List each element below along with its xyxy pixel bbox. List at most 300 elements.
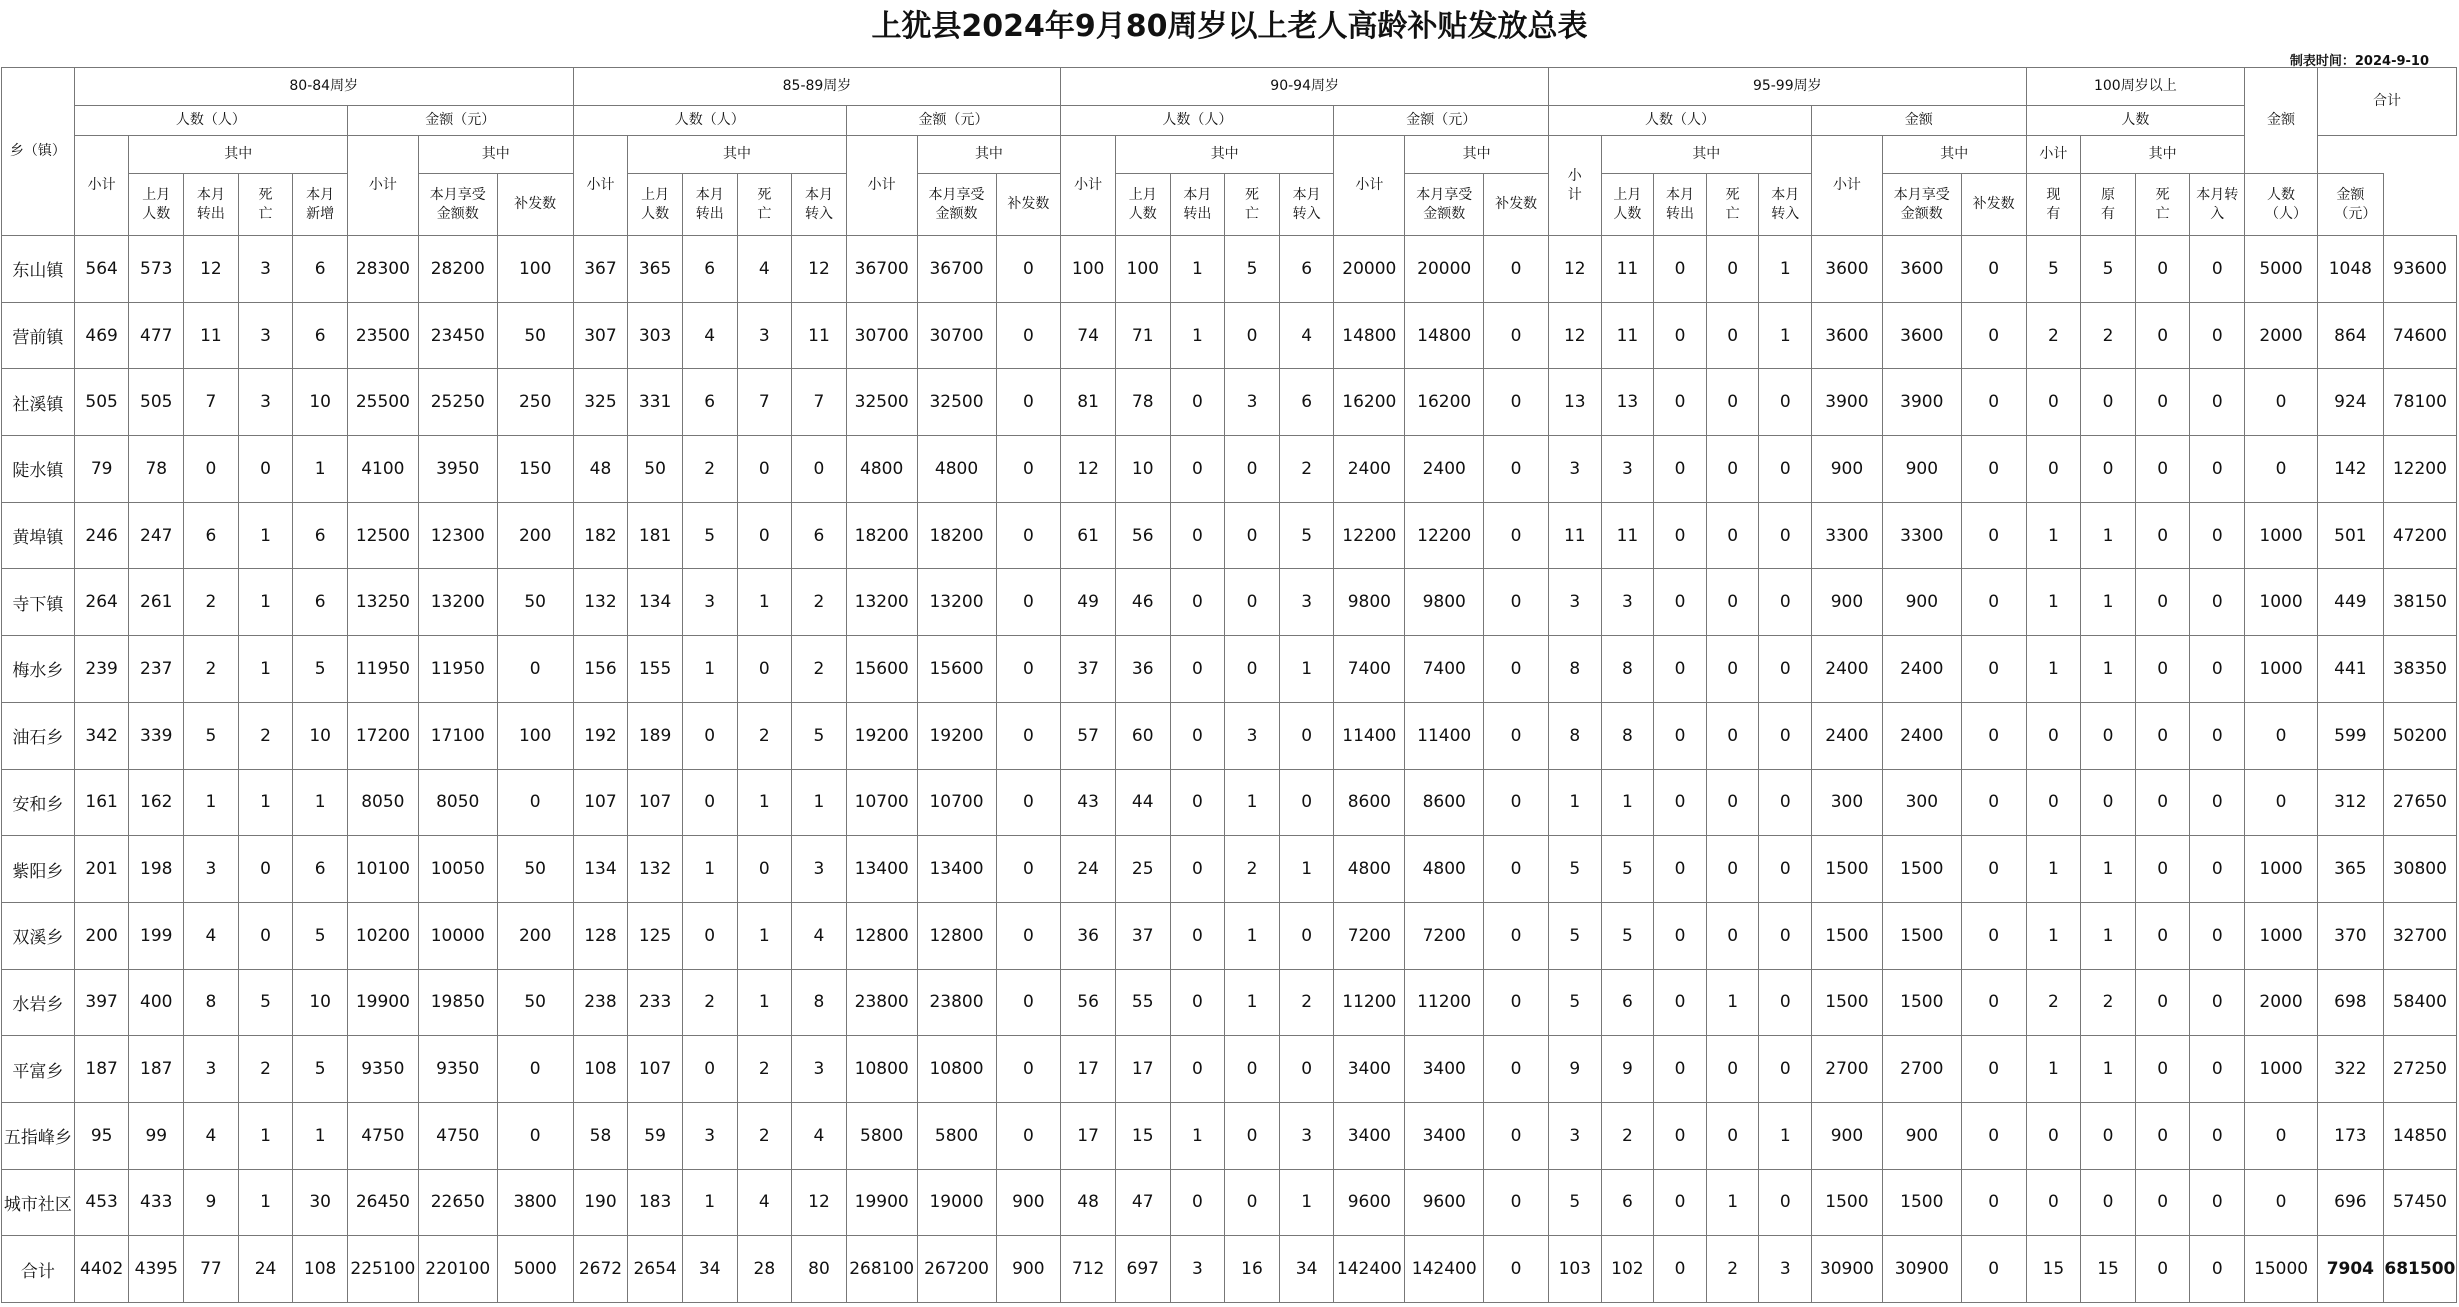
table-cell: 200: [497, 502, 573, 569]
table-cell: 0: [1225, 636, 1280, 703]
table-cell: 2700: [1882, 1036, 1961, 1103]
table-cell: 0: [996, 1102, 1061, 1169]
table-cell: 0: [238, 902, 293, 969]
table-cell: 1000: [2245, 502, 2318, 569]
table-cell: 50: [497, 836, 573, 903]
table-cell: 0: [1170, 436, 1225, 503]
table-cell: 1: [2026, 1036, 2081, 1103]
table-cell: 4: [737, 1169, 792, 1236]
table-cell: 5: [2081, 236, 2136, 303]
table-cell: 11200: [1334, 969, 1405, 1036]
table-cell: 30: [293, 1169, 348, 1236]
table-cell: 2: [682, 436, 737, 503]
table-cell: 0: [1484, 369, 1549, 436]
table-cell: 1500: [1812, 969, 1883, 1036]
table-cell: 0: [1961, 769, 2026, 836]
table-cell: 50: [497, 969, 573, 1036]
table-cell: 2: [737, 1102, 792, 1169]
table-cell: 12500: [347, 502, 418, 569]
table-cell: 57450: [2383, 1169, 2456, 1236]
table-cell: 3900: [1882, 369, 1961, 436]
g4-col-month-amount: 本月享受金额数: [1882, 174, 1961, 236]
table-cell: 2: [792, 569, 847, 636]
g4-subtotal: 小计: [1548, 136, 1601, 236]
table-cell: 0: [1759, 1169, 1812, 1236]
table-cell: 2: [1279, 436, 1334, 503]
table-cell: 0: [996, 702, 1061, 769]
table-cell: 12200: [2383, 436, 2456, 503]
table-cell: 0: [2135, 902, 2190, 969]
table-cell: 2: [2081, 969, 2136, 1036]
table-cell: 2: [737, 702, 792, 769]
table-cell: 1: [1225, 902, 1280, 969]
table-cell: 30900: [1882, 1236, 1961, 1303]
table-cell: 3: [238, 302, 293, 369]
table-cell: 6: [293, 836, 348, 903]
town-name-cell: 陡水镇: [2, 436, 75, 503]
table-cell: 0: [2026, 702, 2081, 769]
g1-col-out: 本月转出: [184, 174, 239, 236]
table-cell: 1500: [1882, 836, 1961, 903]
table-cell: 0: [1706, 1102, 1759, 1169]
table-cell: 78100: [2383, 369, 2456, 436]
table-cell: 6: [792, 502, 847, 569]
group-95-99-title: 95-99周岁: [1548, 68, 2026, 106]
g4-col-backpay: 补发数: [1961, 174, 2026, 236]
table-cell: 0: [1279, 902, 1334, 969]
table-cell: 2: [1706, 1236, 1759, 1303]
table-cell: 1: [2081, 1036, 2136, 1103]
table-cell: 9: [1601, 1036, 1654, 1103]
table-cell: 55: [1115, 969, 1170, 1036]
table-cell: 2400: [1334, 436, 1405, 503]
table-cell: 0: [682, 702, 737, 769]
table-cell: 246: [74, 502, 129, 569]
table-cell: 200: [74, 902, 129, 969]
table-cell: 11: [1601, 236, 1654, 303]
g4-col-last-month: 上月人数: [1601, 174, 1654, 236]
table-cell: 924: [2317, 369, 2383, 436]
table-cell: 0: [2081, 436, 2136, 503]
table-cell: 5: [1601, 836, 1654, 903]
table-cell: 0: [2081, 369, 2136, 436]
table-cell: 17: [1061, 1102, 1116, 1169]
table-cell: 134: [573, 836, 628, 903]
table-cell: 1: [2081, 502, 2136, 569]
table-cell: 0: [2135, 1102, 2190, 1169]
table-cell: 0: [996, 569, 1061, 636]
table-cell: 9600: [1405, 1169, 1484, 1236]
table-cell: 46: [1115, 569, 1170, 636]
table-cell: 74: [1061, 302, 1116, 369]
table-cell: 0: [1170, 702, 1225, 769]
table-cell: 8: [1548, 702, 1601, 769]
table-cell: 0: [1706, 636, 1759, 703]
table-cell: 4100: [347, 436, 418, 503]
table-cell: 0: [1706, 236, 1759, 303]
table-cell: 8600: [1405, 769, 1484, 836]
table-cell: 3: [1225, 702, 1280, 769]
table-cell: 0: [1225, 302, 1280, 369]
table-cell: 2672: [573, 1236, 628, 1303]
table-cell: 10700: [846, 769, 917, 836]
table-cell: 1: [737, 769, 792, 836]
table-cell: 17: [1115, 1036, 1170, 1103]
table-cell: 3400: [1334, 1102, 1405, 1169]
table-cell: 0: [1484, 902, 1549, 969]
table-cell: 1500: [1812, 1169, 1883, 1236]
table-cell: 6: [1279, 236, 1334, 303]
table-cell: 142400: [1405, 1236, 1484, 1303]
table-cell: 8: [1548, 636, 1601, 703]
g1-amount-subtotal: 小计: [347, 136, 418, 236]
g3-count-header: 人数（人）: [1061, 106, 1334, 136]
table-cell: 2: [2081, 302, 2136, 369]
table-cell: 0: [1170, 902, 1225, 969]
table-cell: 2: [238, 1036, 293, 1103]
table-cell: 11950: [418, 636, 497, 703]
g3-col-backpay: 补发数: [1484, 174, 1549, 236]
table-cell: 28300: [347, 236, 418, 303]
table-cell: 0: [2245, 769, 2318, 836]
table-cell: 0: [1484, 1169, 1549, 1236]
table-cell: 108: [293, 1236, 348, 1303]
table-cell: 331: [628, 369, 683, 436]
table-cell: 9600: [1334, 1169, 1405, 1236]
table-cell: 2: [682, 969, 737, 1036]
table-cell: 1: [737, 969, 792, 1036]
table-cell: 220100: [418, 1236, 497, 1303]
table-row: [2, 436, 2457, 503]
g5-col-current: 现有: [2026, 174, 2081, 236]
table-cell: 81: [1061, 369, 1116, 436]
table-cell: 30700: [917, 302, 996, 369]
table-cell: 11200: [1405, 969, 1484, 1036]
table-cell: 2000: [2245, 302, 2318, 369]
g5-among: 其中: [2081, 136, 2245, 174]
table-cell: 312: [2317, 769, 2383, 836]
table-cell: 300: [1812, 769, 1883, 836]
table-cell: 192: [573, 702, 628, 769]
table-cell: 100: [1061, 236, 1116, 303]
table-cell: 367: [573, 236, 628, 303]
table-cell: 0: [2190, 1236, 2245, 1303]
table-cell: 3: [1759, 1236, 1812, 1303]
table-cell: 15000: [2245, 1236, 2318, 1303]
table-cell: 132: [628, 836, 683, 903]
table-cell: 2: [238, 702, 293, 769]
table-cell: 3: [682, 569, 737, 636]
table-cell: 6: [293, 502, 348, 569]
table-cell: 5: [682, 502, 737, 569]
table-cell: 15: [2026, 1236, 2081, 1303]
table-cell: 4395: [129, 1236, 184, 1303]
table-cell: 19850: [418, 969, 497, 1036]
table-row: [2, 836, 2457, 903]
table-cell: 10000: [418, 902, 497, 969]
table-cell: 0: [2190, 302, 2245, 369]
g2-count-header: 人数（人）: [573, 106, 846, 136]
table-cell: 103: [1548, 1236, 1601, 1303]
g4-amount-header: 金额: [1812, 106, 2027, 136]
table-cell: 250: [497, 369, 573, 436]
table-cell: 0: [682, 902, 737, 969]
table-cell: 0: [1961, 502, 2026, 569]
table-cell: 1: [238, 636, 293, 703]
table-cell: 142: [2317, 436, 2383, 503]
table-cell: 0: [1759, 502, 1812, 569]
table-cell: 261: [129, 569, 184, 636]
table-cell: 900: [1882, 569, 1961, 636]
table-cell: 155: [628, 636, 683, 703]
table-cell: 0: [1484, 1036, 1549, 1103]
g4-amount-subtotal: 小计: [1812, 136, 1883, 236]
g1-subtotal: 小计: [74, 136, 129, 236]
table-cell: 0: [1961, 702, 2026, 769]
table-cell: 3600: [1882, 302, 1961, 369]
table-cell: 3: [184, 1036, 239, 1103]
header-g5-amount: 金额: [2245, 68, 2318, 174]
g1-col-backpay: 补发数: [497, 174, 573, 236]
table-cell: 433: [129, 1169, 184, 1236]
table-cell: 3800: [497, 1169, 573, 1236]
table-cell: 4: [792, 1102, 847, 1169]
table-cell: 1: [1170, 1102, 1225, 1169]
table-cell: 3: [1279, 569, 1334, 636]
table-cell: 6: [1279, 369, 1334, 436]
table-cell: 307: [573, 302, 628, 369]
g5-subtotal: 小计: [2026, 136, 2081, 174]
table-cell: 599: [2317, 702, 2383, 769]
table-cell: 50: [497, 569, 573, 636]
table-cell: 5800: [846, 1102, 917, 1169]
table-cell: 0: [2190, 502, 2245, 569]
table-cell: 0: [2190, 702, 2245, 769]
table-cell: 3950: [418, 436, 497, 503]
table-cell: 3300: [1812, 502, 1883, 569]
table-cell: 18200: [846, 502, 917, 569]
table-cell: 8: [792, 969, 847, 1036]
table-cell: 0: [996, 902, 1061, 969]
table-cell: 303: [628, 302, 683, 369]
table-cell: 0: [2135, 769, 2190, 836]
table-cell: 10100: [347, 836, 418, 903]
table-row: [2, 569, 2457, 636]
table-cell: 44: [1115, 769, 1170, 836]
table-cell: 1500: [1882, 1169, 1961, 1236]
table-cell: 13250: [347, 569, 418, 636]
g4-col-out: 本月转出: [1654, 174, 1707, 236]
table-cell: 0: [2135, 502, 2190, 569]
g5-count-header: 人数: [2026, 106, 2245, 136]
table-cell: 0: [1654, 502, 1707, 569]
table-cell: 1: [2026, 502, 2081, 569]
table-cell: 2: [1279, 969, 1334, 1036]
table-cell: 233: [628, 969, 683, 1036]
table-cell: 397: [74, 969, 129, 1036]
table-cell: 1: [184, 769, 239, 836]
table-cell: 56: [1061, 969, 1116, 1036]
table-cell: 264: [74, 569, 129, 636]
table-cell: 0: [1961, 1236, 2026, 1303]
table-cell: 239: [74, 636, 129, 703]
town-name-cell: 寺下镇: [2, 569, 75, 636]
table-cell: 864: [2317, 302, 2383, 369]
table-cell: 5: [184, 702, 239, 769]
table-cell: 19900: [846, 1169, 917, 1236]
g2-among: 其中: [628, 136, 847, 174]
table-cell: 0: [996, 369, 1061, 436]
table-cell: 0: [1759, 702, 1812, 769]
table-cell: 5000: [2245, 236, 2318, 303]
table-cell: 1: [1706, 1169, 1759, 1236]
table-cell: 0: [1759, 636, 1812, 703]
table-cell: 102: [1601, 1236, 1654, 1303]
table-cell: 1: [293, 1102, 348, 1169]
table-cell: 1: [737, 902, 792, 969]
table-cell: 1: [293, 769, 348, 836]
table-cell: 365: [2317, 836, 2383, 903]
table-cell: 1: [238, 769, 293, 836]
table-cell: 71: [1115, 302, 1170, 369]
table-cell: 0: [1654, 1169, 1707, 1236]
table-cell: 1: [682, 636, 737, 703]
table-cell: 0: [1225, 1102, 1280, 1169]
table-cell: 95: [74, 1102, 129, 1169]
table-cell: 1: [1706, 969, 1759, 1036]
table-cell: 128: [573, 902, 628, 969]
table-cell: 80: [792, 1236, 847, 1303]
table-cell: 3: [1279, 1102, 1334, 1169]
table-cell: 28: [737, 1236, 792, 1303]
table-cell: 17200: [347, 702, 418, 769]
g2-amount-header: 金额（元）: [846, 106, 1061, 136]
table-cell: 0: [1654, 902, 1707, 969]
table-cell: 573: [129, 236, 184, 303]
page-title: 上犹县2024年9月80周岁以上老人高龄补贴发放总表: [871, 9, 1588, 44]
table-cell: 43: [1061, 769, 1116, 836]
table-cell: 11: [1601, 502, 1654, 569]
table-cell: 0: [1170, 836, 1225, 903]
table-cell: 19900: [347, 969, 418, 1036]
table-cell: 4750: [347, 1102, 418, 1169]
table-cell: 900: [996, 1236, 1061, 1303]
table-cell: 1: [1601, 769, 1654, 836]
table-cell: 8050: [418, 769, 497, 836]
table-cell: 11: [1601, 302, 1654, 369]
table-cell: 5: [1548, 836, 1601, 903]
table-cell: 0: [1654, 1102, 1707, 1169]
table-cell: 50: [497, 302, 573, 369]
table-cell: 9350: [347, 1036, 418, 1103]
g1-col-death: 死亡: [238, 174, 293, 236]
table-cell: 6: [293, 236, 348, 303]
table-cell: 1: [792, 769, 847, 836]
table-row: [2, 1036, 2457, 1103]
table-cell: 1: [1225, 769, 1280, 836]
table-cell: 0: [1706, 702, 1759, 769]
g1-among: 其中: [129, 136, 348, 174]
table-cell: 505: [74, 369, 129, 436]
table-cell: 0: [1759, 769, 1812, 836]
table-cell: 1000: [2245, 569, 2318, 636]
table-cell: 32500: [846, 369, 917, 436]
table-cell: 14800: [1405, 302, 1484, 369]
table-cell: 4800: [846, 436, 917, 503]
g3-amount-subtotal: 小计: [1334, 136, 1405, 236]
table-cell: 0: [2081, 702, 2136, 769]
table-cell: 3400: [1405, 1036, 1484, 1103]
table-cell: 0: [1961, 1169, 2026, 1236]
table-cell: 0: [1225, 436, 1280, 503]
table-cell: 198: [129, 836, 184, 903]
table-cell: 199: [129, 902, 184, 969]
table-cell: 187: [129, 1036, 184, 1103]
table-cell: 0: [996, 769, 1061, 836]
table-cell: 0: [1484, 836, 1549, 903]
table-cell: 0: [1170, 369, 1225, 436]
table-row: [2, 969, 2457, 1036]
table-cell: 34: [682, 1236, 737, 1303]
table-cell: 12: [792, 236, 847, 303]
table-cell: 32500: [917, 369, 996, 436]
table-cell: 10: [293, 969, 348, 1036]
table-cell: 2: [1225, 836, 1280, 903]
table-cell: 13400: [917, 836, 996, 903]
table-cell: 0: [996, 636, 1061, 703]
table-cell: 13: [1601, 369, 1654, 436]
table-cell: 1: [1225, 969, 1280, 1036]
table-cell: 0: [1759, 436, 1812, 503]
table-cell: 0: [1706, 569, 1759, 636]
table-cell: 37: [1115, 902, 1170, 969]
table-cell: 2: [2026, 302, 2081, 369]
table-cell: 1000: [2245, 636, 2318, 703]
table-cell: 4: [184, 1102, 239, 1169]
table-cell: 501: [2317, 502, 2383, 569]
table-cell: 0: [2081, 1169, 2136, 1236]
table-cell: 61: [1061, 502, 1116, 569]
g2-col-death: 死亡: [737, 174, 792, 236]
table-cell: 339: [129, 702, 184, 769]
table-cell: 0: [1484, 302, 1549, 369]
table-cell: 3400: [1334, 1036, 1405, 1103]
table-row: [2, 502, 2457, 569]
table-cell: 0: [2135, 836, 2190, 903]
table-cell: 25250: [418, 369, 497, 436]
table-row: [2, 1169, 2457, 1236]
town-name-cell: 安和乡: [2, 769, 75, 836]
table-cell: 100: [497, 702, 573, 769]
table-cell: 60: [1115, 702, 1170, 769]
table-cell: 8: [1601, 702, 1654, 769]
table-cell: 16200: [1405, 369, 1484, 436]
table-cell: 0: [1961, 369, 2026, 436]
table-cell: 1: [2081, 836, 2136, 903]
table-cell: 0: [1706, 769, 1759, 836]
table-cell: 78: [129, 436, 184, 503]
table-cell: 15600: [846, 636, 917, 703]
table-cell: 13: [1548, 369, 1601, 436]
table-cell: 0: [2245, 369, 2318, 436]
table-cell: 14850: [2383, 1102, 2456, 1169]
table-cell: 0: [1654, 569, 1707, 636]
table-cell: 0: [2135, 1036, 2190, 1103]
table-cell: 0: [1170, 636, 1225, 703]
table-cell: 0: [2081, 769, 2136, 836]
group-80-84-title: 80-84周岁: [74, 68, 573, 106]
table-cell: 0: [2135, 302, 2190, 369]
